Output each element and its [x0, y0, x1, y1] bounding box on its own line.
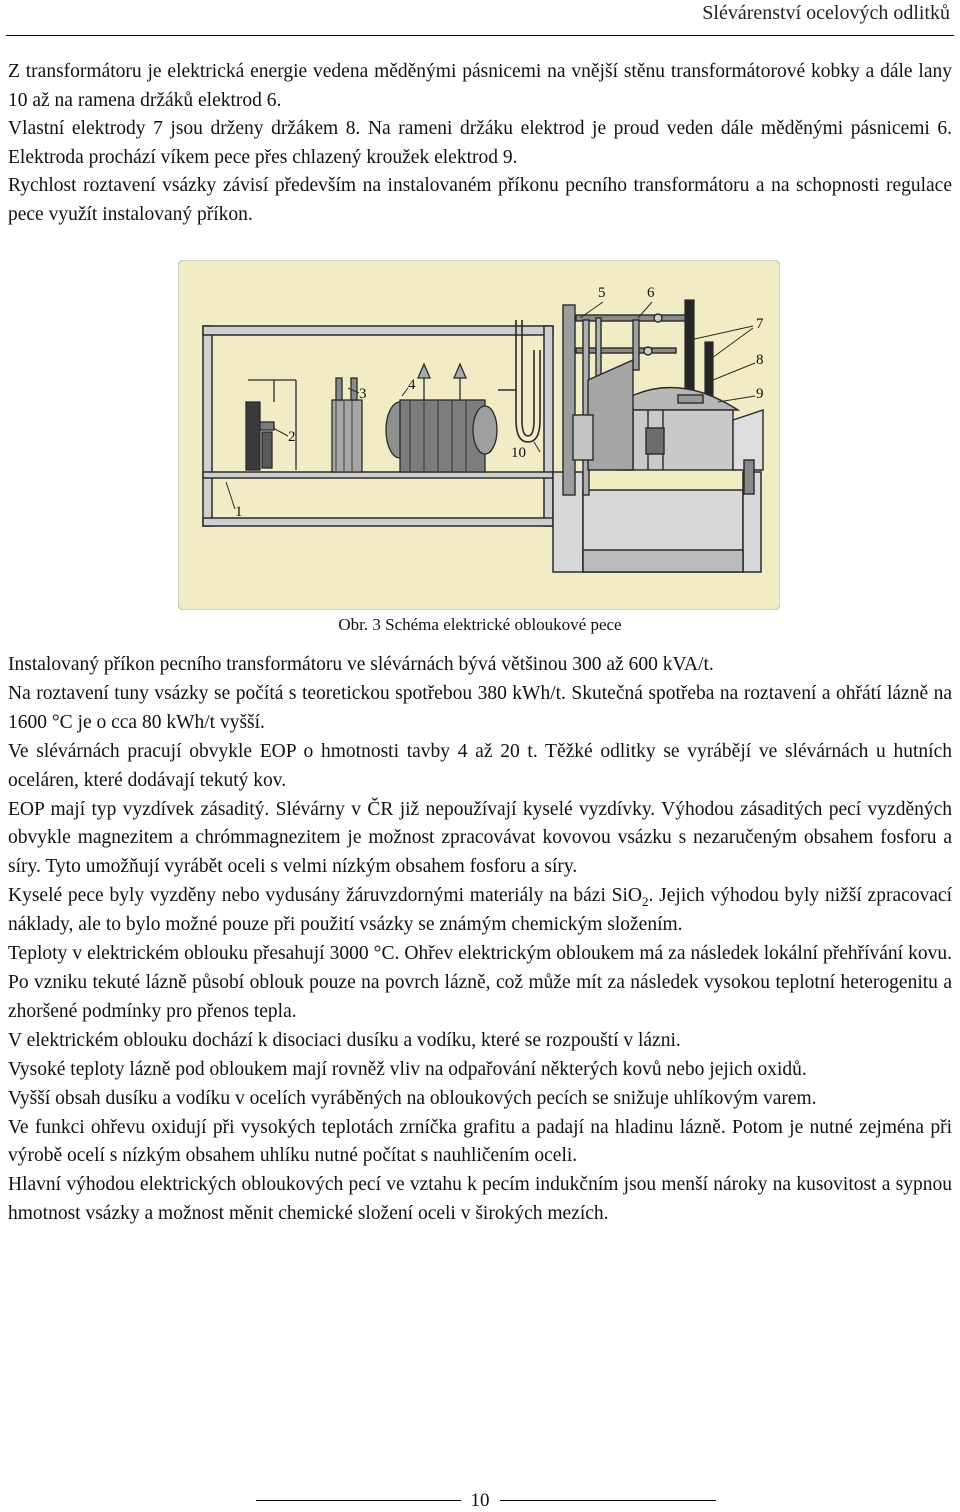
body-paragraph: EOP mají typ vyzdívek zásaditý. Slévárny v ČR již nepoužívají kyselé vyzdívky. Výhodou zásaditých pecí vyzděných obvykle magnezitem a chrómmagnezitem je možnost zpracovávat kovovou vsázku s nezaručeným obsahem fosforu a síry. Tyto umožňují vyrábět oceli s velmi nízkým obsahem fosforu a síry. — [8, 798, 952, 878]
label-3: 3 — [359, 386, 367, 402]
intro-paragraph: Rychlost roztavení vsázky závisí především na instalovaném příkonu pecního transformátoru a na schopnosti regulace pece využít instalovaný příkon. — [8, 175, 952, 225]
body-paragraph: Hlavní výhodou elektrických obloukových pecí ve vztahu k pecím indukčním jsou menší nároky na kusovitost a sypnou hmotnost vsázky a možnost měnit chemické složení oceli v širokých mezích. — [8, 1174, 952, 1225]
body-paragraph: Na roztavení tuny vsázky se počítá s teoretickou spotřebou 380 kWh/t. Skutečná spotřeba na roztavení a ohřátí lázně na 1600 °C je o cca 80 kWh/t vyšší. — [8, 682, 952, 733]
body-paragraph: V elektrickém oblouku dochází k disociaci dusíku a vodíku, které se rozpouští v lázni. — [8, 1029, 681, 1051]
label-9: 9 — [756, 386, 764, 402]
intro-paragraph: Vlastní elektrody 7 jsou drženy držákem 8. Na rameni držáku elektrod je proud veden dále měděnými pásnicemi 6. Elektroda prochází víkem pece přes chlazený kroužek elektrod 9. — [8, 118, 952, 168]
body-paragraph: Teploty v elektrickém oblouku přesahují 3000 °C. Ohřev elektrickým obloukem má za následek lokální přehřívání kovu. Po vzniku tekuté lázně působí oblouk pouze na povrch lázně, což může mít za následek vysokou teplotní heterogenitu a zhoršené podmínky pro přenos tepla. — [8, 943, 952, 1022]
furnace-schematic — [178, 260, 780, 610]
p5-text-before: Kyselé pece byly vyzděny nebo vydusány žáruvzdornými materiály na bázi SiO — [8, 885, 643, 907]
header-rule — [6, 35, 954, 36]
label-2: 2 — [288, 429, 296, 445]
intro-paragraph: Z transformátoru je elektrická energie vedena měděnými pásnicemi na vnější stěnu transformátorové kobky a dále lany 10 až na ramena držáků elektrod 6. — [8, 61, 952, 111]
label-5: 5 — [598, 285, 606, 301]
label-1: 1 — [235, 504, 243, 520]
page-number-text: 10 — [461, 1490, 500, 1511]
label-8: 8 — [756, 352, 764, 368]
header-title: Slévárenství ocelových odlitků — [702, 2, 950, 24]
body-paragraph: Vyšší obsah dusíku a vodíku v ocelích vyráběných na obloukových pecích se snižuje uhlíkovým varem. — [8, 1087, 817, 1109]
label-6: 6 — [647, 285, 655, 301]
figure-caption: Obr. 3 Schéma elektrické obloukové pece — [338, 615, 622, 634]
p5-subscript: 2 — [642, 894, 649, 910]
label-7: 7 — [756, 316, 764, 332]
body-paragraph: Instalovaný příkon pecního transformátoru ve slévárnách bývá většinou 300 až 600 kVA/t. — [8, 654, 714, 675]
label-10: 10 — [511, 445, 526, 461]
body-paragraph: Vysoké teploty lázně pod obloukem mají rovněž vliv na odpařování některých kovů nebo jejich oxidů. — [8, 1058, 807, 1080]
page-number — [0, 1490, 960, 1512]
label-4: 4 — [408, 377, 416, 393]
body-section — [8, 651, 952, 1229]
body-paragraph: Ve slévárnách pracují obvykle EOP o hmotnosti tavby 4 až 20 t. Těžké odlitky se vyrábějí ve slévárnách u hutních oceláren, které dodávají tekutý kov. — [8, 740, 952, 791]
p5-text-after: . Jejich výhodou byly nižší zpracovací náklady, ale to bylo možné pouze při použití vsázky se známým chemickým složením. — [8, 885, 952, 936]
intro-section — [8, 58, 952, 230]
body-paragraph-sio2 — [8, 882, 952, 940]
body-paragraph: Ve funkci ohřevu oxidují při vysokých teplotách zrníčka grafitu a padají na hladinu lázně. Potom je nutné zejména při výrobě ocelí s nízkým obsahem uhlíku nutné počítat s nauhličením oceli. — [8, 1116, 952, 1167]
arc-furnace-diagram — [178, 260, 780, 610]
page-header — [0, 0, 960, 36]
